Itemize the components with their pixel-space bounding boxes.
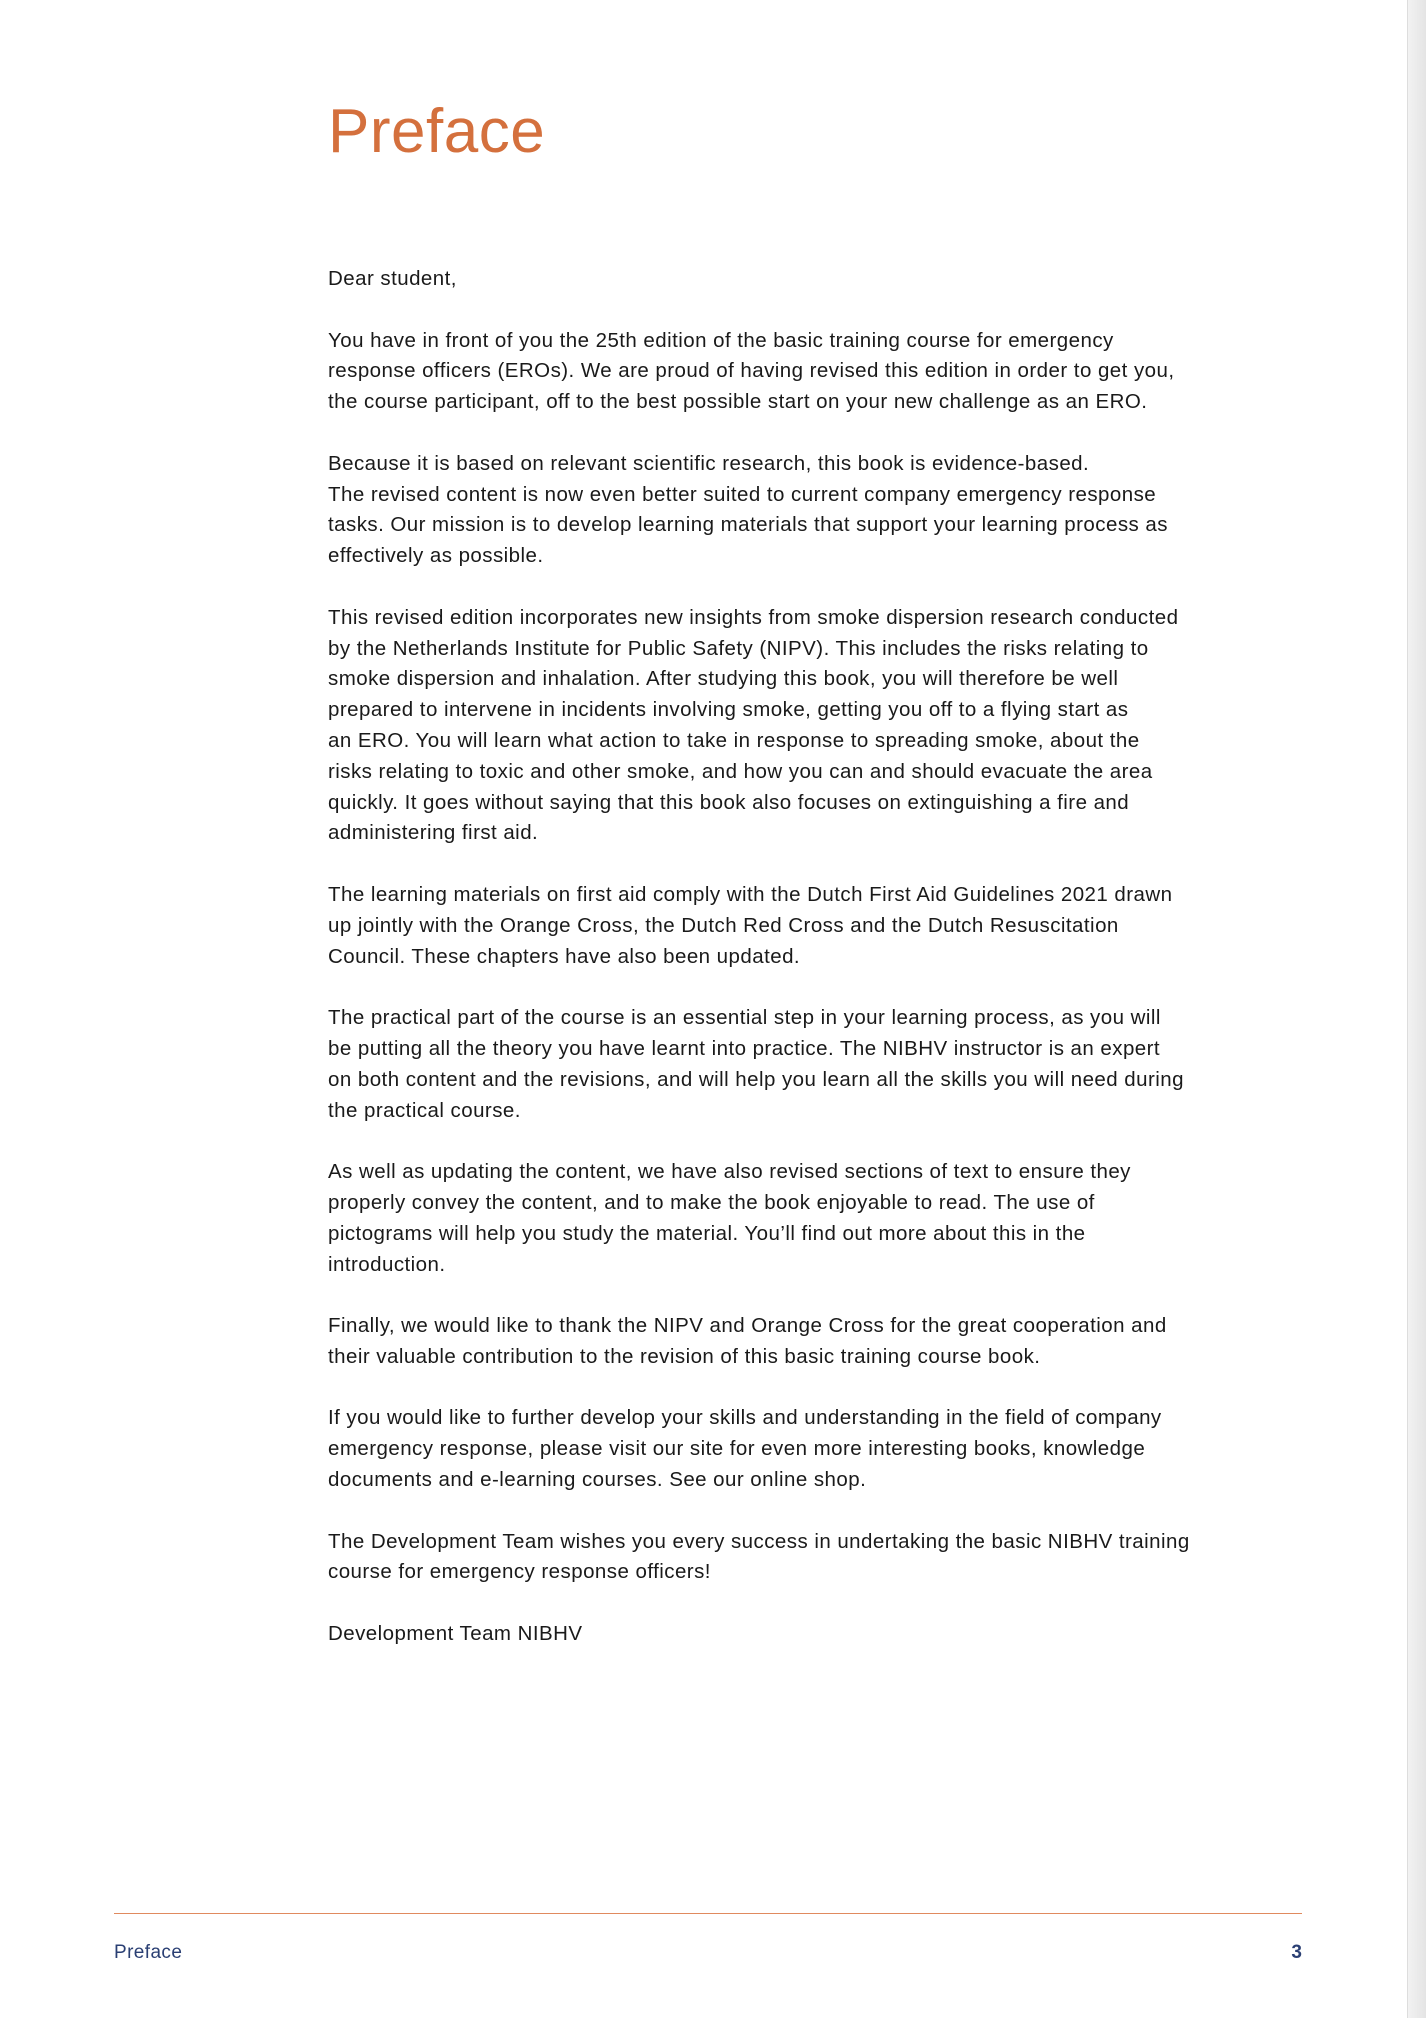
text-line: The Development Team wishes you every success in undertaking the basic NIBHV training	[328, 1529, 1190, 1553]
text-line: on both content and the revisions, and will help you learn all the skills you will need during	[328, 1067, 1184, 1091]
paragraph	[328, 1311, 1328, 1373]
text-line: by the Netherlands Institute for Public Safety (NIPV). This includes the risks relating to	[328, 636, 1149, 660]
text-line: If you would like to further develop your skills and understanding in the field of company	[328, 1406, 1162, 1430]
text-line: This revised edition incorporates new insights from smoke dispersion research conducted	[328, 605, 1179, 629]
paragraph	[328, 1403, 1328, 1495]
page-number: 3	[1291, 1942, 1302, 1963]
paragraph	[328, 449, 1328, 572]
text-line: The revised content is now even better suited to current company emergency response	[328, 482, 1157, 506]
paragraph	[328, 603, 1328, 849]
text-line: their valuable contribution to the revision of this basic training course book.	[328, 1344, 1041, 1368]
body-text	[328, 264, 1328, 1681]
text-line: smoke dispersion and inhalation. After studying this book, you will therefore be well	[328, 667, 1119, 691]
text-line: Because it is based on relevant scientific research, this book is evidence-based.	[328, 451, 1090, 475]
text-line: be putting all the theory you have learnt into practice. The NIBHV instructor is an expert	[328, 1036, 1161, 1060]
text-line: an ERO. You will learn what action to take in response to spreading smoke, about the	[328, 728, 1140, 752]
paragraph	[328, 1003, 1328, 1126]
footer-divider	[114, 1913, 1302, 1914]
text-line: As well as updating the content, we have also revised sections of text to ensure they	[328, 1160, 1131, 1184]
text-line: prepared to intervene in incidents involving smoke, getting you off to a flying start as	[328, 698, 1129, 722]
text-line: Dear student,	[328, 267, 457, 290]
paragraph	[328, 1157, 1328, 1280]
text-line: pictograms will help you study the material. You’ll find out more about this in the	[328, 1221, 1086, 1245]
text-line: administering first aid.	[328, 821, 539, 845]
page-edge	[1407, 0, 1426, 2018]
text-line: response officers (EROs). We are proud of having revised this edition in order to get you,	[328, 359, 1175, 383]
text-line: the practical course.	[328, 1098, 521, 1122]
page-content	[328, 92, 1328, 1646]
text-line: introduction.	[328, 1252, 446, 1276]
text-line: emergency response, please visit our site for even more interesting books, knowledge	[328, 1437, 1146, 1461]
text-line: quickly. It goes without saying that this book also focuses on extinguishing a fire and	[328, 790, 1130, 814]
text-line: You have in front of you the 25th edition of the basic training course for emergency	[328, 328, 1114, 352]
paragraph	[328, 880, 1328, 972]
text-line: effectively as possible.	[328, 544, 544, 568]
text-line: course for emergency response officers!	[328, 1560, 711, 1584]
text-line: properly convey the content, and to make the book enjoyable to read. The use of	[328, 1190, 1095, 1214]
paragraph	[328, 326, 1328, 418]
text-line: risks relating to toxic and other smoke, and how you can and should evacuate the area	[328, 759, 1153, 783]
page-title: Preface	[328, 97, 546, 166]
text-line: tasks. Our mission is to develop learning materials that support your learning process as	[328, 513, 1168, 537]
footer-section-label: Preface	[114, 1942, 183, 1963]
paragraph	[328, 264, 1328, 295]
text-line: Council. These chapters have also been updated.	[328, 944, 801, 968]
text-line: the course participant, off to the best possible start on your new challenge as an ERO.	[328, 390, 1148, 414]
signature-line	[328, 1619, 1328, 1650]
text-line: Finally, we would like to thank the NIPV and Orange Cross for the great cooperation and	[328, 1314, 1167, 1338]
text-line: The practical part of the course is an essential step in your learning process, as you will	[328, 1006, 1161, 1030]
text-line: The learning materials on first aid comply with the Dutch First Aid Guidelines 2021 drawn	[328, 882, 1173, 906]
paragraph	[328, 1527, 1328, 1589]
text-line: up jointly with the Orange Cross, the Dutch Red Cross and the Dutch Resuscitation	[328, 913, 1119, 937]
text-line: Development Team NIBHV	[328, 1622, 583, 1646]
text-line: documents and e-learning courses. See our online shop.	[328, 1468, 867, 1492]
